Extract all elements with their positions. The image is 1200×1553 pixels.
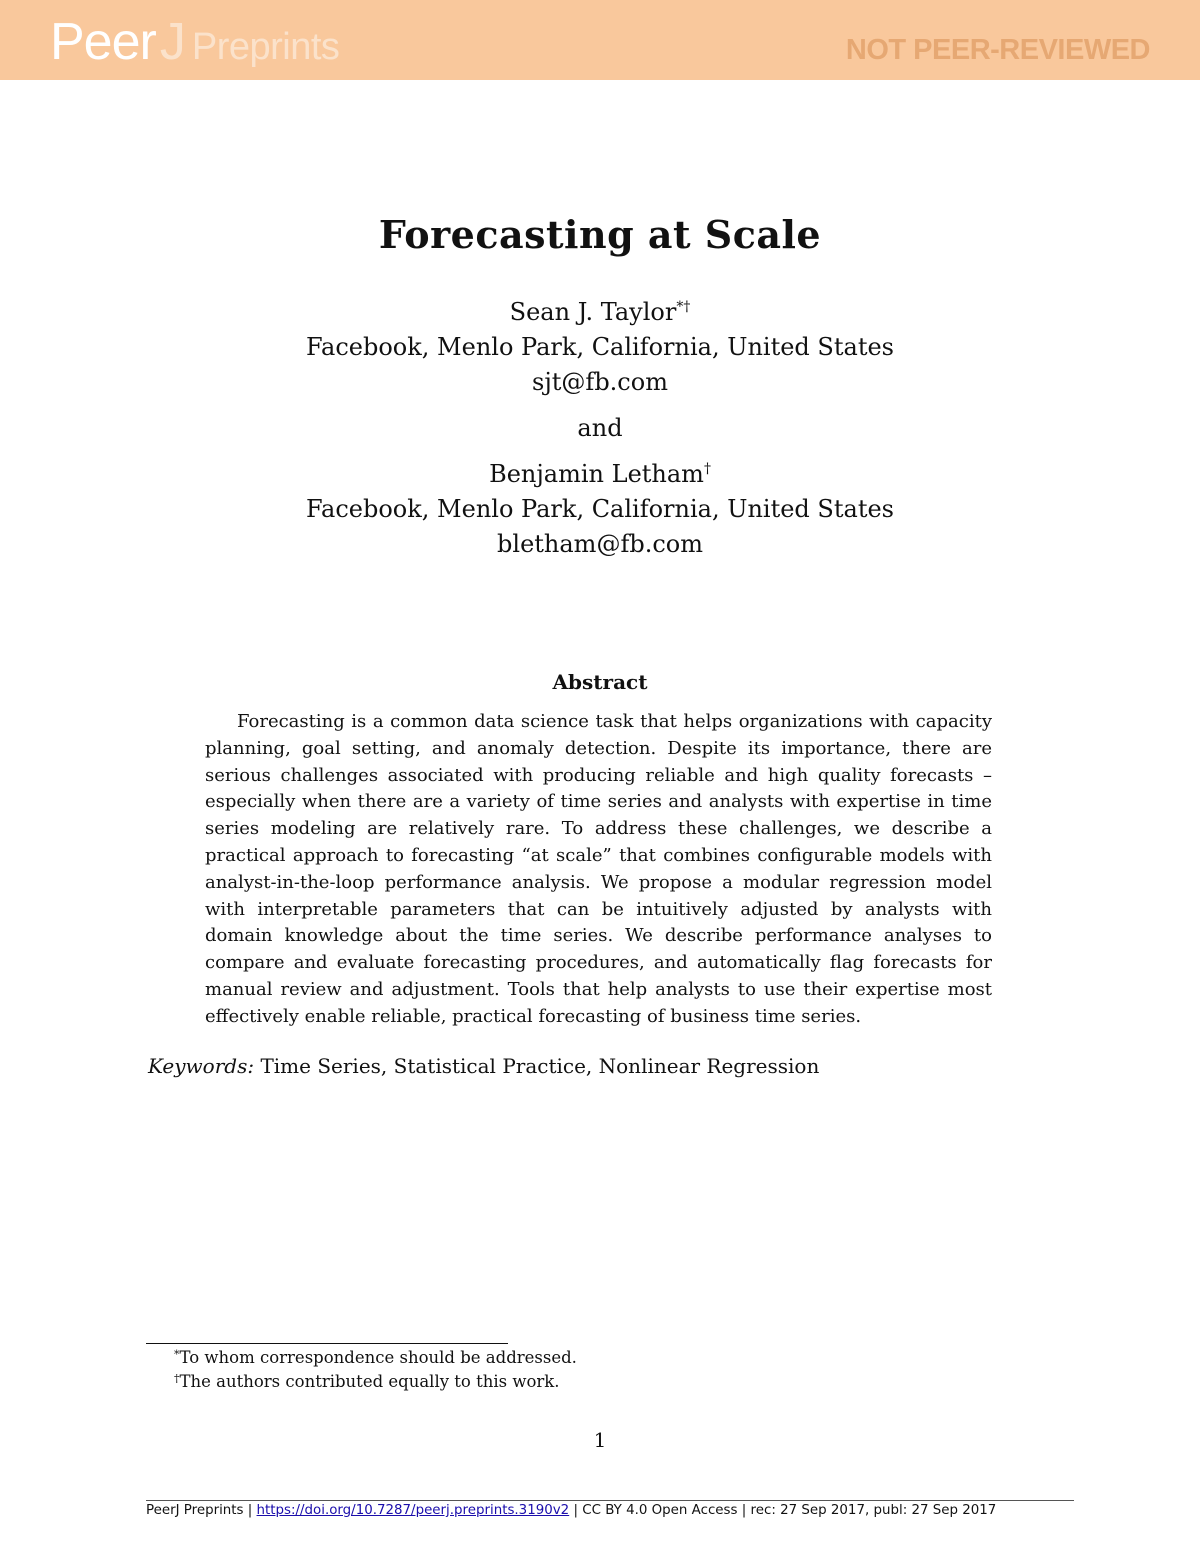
keywords-list: Time Series, Statistical Practice, Nonlinear Regression: [260, 1054, 820, 1078]
author-2-name-text: Benjamin Letham: [489, 460, 704, 488]
footnote-1-text: To whom correspondence should be addressed.: [179, 1348, 577, 1367]
footnote-1: [174, 1348, 577, 1367]
author-1-marks: *†: [676, 299, 691, 315]
author-2-marks: †: [703, 461, 711, 477]
peerj-preprints-logo: [50, 12, 339, 72]
author-1-email: sjt@fb.com: [532, 368, 668, 396]
abstract-text: Forecasting is a common data science task that helps organizations with capacity planning, goal setting, and anomaly detection. Despite its importance, there are serious challenges associated with producing reliable and high quality forecasts – especially when there are a variety of time series and analysts with expertise in time series modeling are relatively rare. To address these challenges, we describe a practical approach to forecasting “at scale” that combines configurable models with analyst-in-the-loop performance analysis. We propose a modular regression model with interpretable parameters that can be intuitively adjusted by analysts with domain knowledge about the time series. We describe performance analyses to compare and evaluate forecasting procedures, and automatically flag forecasts for manual review and adjustment. Tools that help analysts to use their expertise most effectively enable reliable, practical forecasting of business time series.: [205, 711, 992, 1027]
author-2-email: bletham@fb.com: [497, 530, 703, 558]
logo-peer-text: Peer: [50, 13, 156, 71]
author-2-name: [0, 460, 1200, 488]
keywords: [148, 1054, 819, 1078]
abstract-heading: Abstract: [552, 670, 648, 694]
author-2-affiliation: Facebook, Menlo Park, California, United States: [306, 495, 894, 523]
review-status-label: NOT PEER-REVIEWED: [845, 34, 1150, 66]
logo-preprints-text: Preprints: [191, 26, 340, 68]
author-1-name-text: Sean J. Taylor: [509, 298, 677, 326]
page-number: 1: [593, 1428, 607, 1452]
logo-j-text: J: [159, 13, 186, 71]
author-conjunction: and: [577, 414, 623, 442]
author-1-affiliation: Facebook, Menlo Park, California, United States: [306, 333, 894, 361]
paper-title: Forecasting at Scale: [378, 212, 822, 257]
author-1-name: [0, 298, 1200, 326]
citation-footer: [146, 1503, 1074, 1518]
footnote-2-mark: †: [174, 1372, 180, 1385]
footnote-2: [174, 1372, 560, 1391]
footer-rule: [146, 1500, 1074, 1501]
doi-link[interactable]: https://doi.org/10.7287/peerj.preprints.3190v2: [256, 1503, 570, 1518]
footnote-rule: [146, 1343, 508, 1344]
footer-license: | CC BY 4.0 Open Access | rec: 27 Sep 2017, publ: 27 Sep 2017: [573, 1503, 997, 1518]
footer-source: PeerJ Preprints |: [146, 1503, 253, 1518]
footnote-2-text: The authors contributed equally to this work.: [179, 1372, 560, 1391]
preprint-banner: [0, 0, 1200, 80]
footnote-1-mark: *: [174, 1348, 180, 1361]
keywords-label: Keywords:: [148, 1054, 255, 1078]
